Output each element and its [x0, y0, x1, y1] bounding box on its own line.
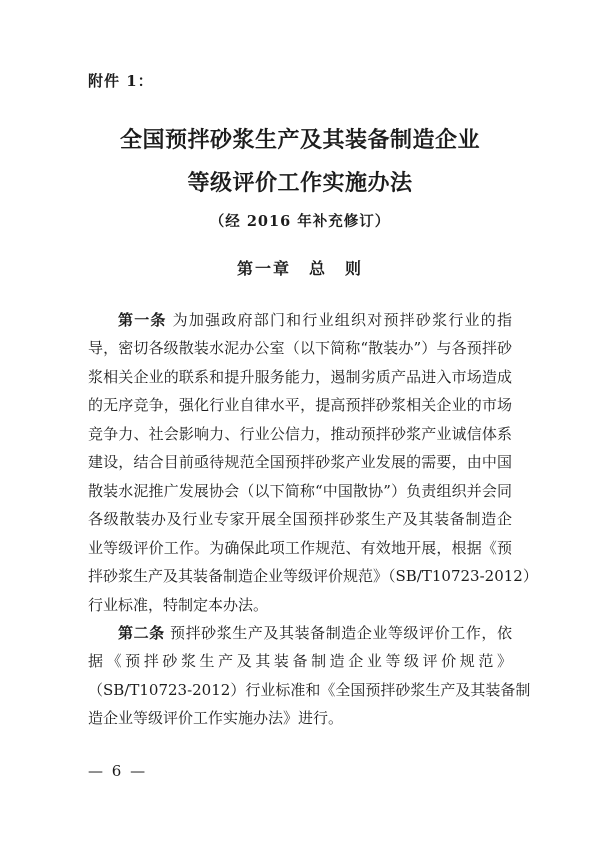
- revision-note: （经 2016 年补充修订）: [209, 213, 391, 230]
- attachment-label: 附件 1：: [88, 72, 154, 90]
- body-line: 造企业等级评价工作实施办法》进行。: [88, 709, 344, 728]
- body-line: 导，密切各级散装水泥办公室（以下简称“散装办”）与各预拌砂: [88, 339, 512, 358]
- document-title-line-2: 等级评价工作实施办法: [187, 170, 413, 196]
- body-line: [88, 306, 512, 334]
- body-line: （SB/T10723-2012）行业标准和《全国预拌砂浆生产及其装备制: [88, 680, 531, 699]
- body-line: 建设，结合目前亟待规范全国预拌砂浆产业发展的需要，由中国: [88, 453, 512, 472]
- document-body: [88, 306, 538, 733]
- article-number: 第二条: [118, 623, 165, 642]
- body-line: 各级散装办及行业专家开展全国预拌砂浆生产及其装备制造企: [88, 510, 512, 529]
- body-line: 散装水泥推广发展协会（以下简称“中国散协”）负责组织并会同: [88, 481, 512, 500]
- body-line: 的无序竞争，强化行业自律水平，提高预拌砂浆相关企业的市场: [88, 396, 512, 415]
- body-line: 拌砂浆生产及其装备制造企业等级评价规范》（SB/T10723-2012）: [88, 567, 538, 586]
- chapter-heading: 第一章 总 则: [236, 259, 363, 278]
- document-title-line-1: 全国预拌砂浆生产及其装备制造企业: [119, 127, 480, 153]
- body-line: 业等级评价工作。为确保此项工作规范、有效地开展，根据《预: [88, 538, 512, 557]
- body-line: [88, 619, 512, 647]
- body-line: 竞争力、社会影响力、行业公信力，推动预拌砂浆产业诚信体系: [88, 424, 512, 443]
- body-line: 行业标准，特制定本办法。: [88, 595, 269, 614]
- article-number: 第一条: [118, 311, 167, 329]
- body-line-text: 为加强政府部门和行业组织对预拌砂浆行业的指: [172, 311, 512, 329]
- body-line: 据《预拌砂浆生产及其装备制造企业等级评价规范》: [88, 652, 512, 671]
- page-number: — 6 —: [88, 762, 148, 780]
- body-line: 浆相关企业的联系和提升服务能力，遏制劣质产品进入市场造成: [88, 367, 512, 386]
- body-line-text: 预拌砂浆生产及其装备制造企业等级评价工作，依: [170, 623, 512, 642]
